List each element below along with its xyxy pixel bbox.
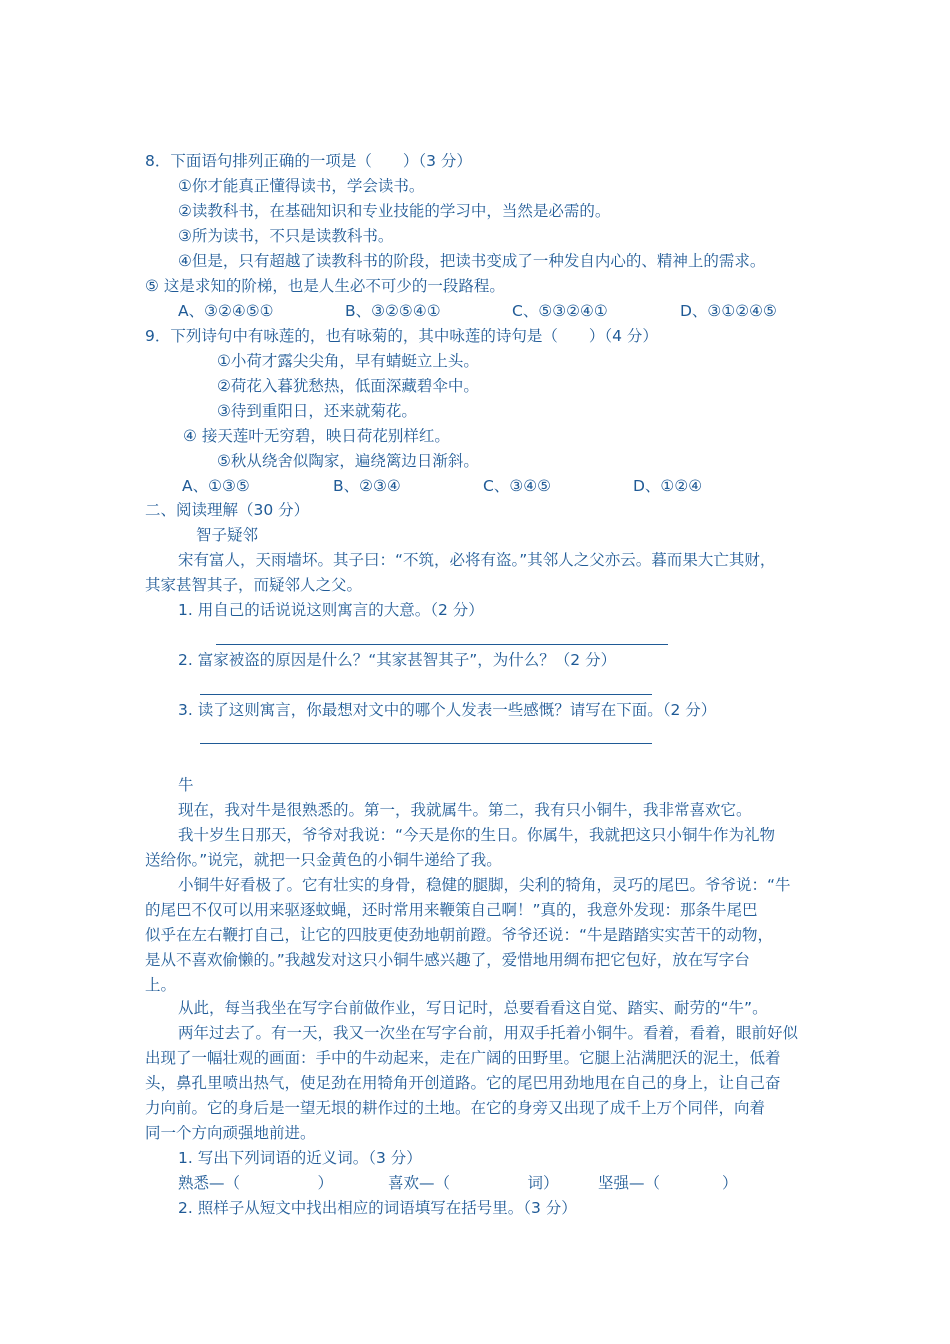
q8-sentence-2: ②读教科书，在基础知识和专业技能的学习中，当然是必需的。	[178, 202, 611, 220]
story2-line-8: 上。	[145, 976, 177, 994]
q9-option-d: D、①②④	[633, 477, 703, 495]
story2-line-6: 似乎在左右鞭打自己，让它的四肢更使劲地朝前蹬。爷爷还说：“牛是踏踏实实苦干的动物，	[145, 926, 774, 944]
story2-line-13: 力向前。它的身后是一望无垠的耕作过的土地。在它的身旁又出现了成千上万个同伴，向着	[145, 1099, 766, 1117]
q8-sentence-3: ③所为读书，不只是读教科书。	[178, 227, 394, 245]
q8-sentence-1: ①你才能真正懂得读书，学会读书。	[178, 177, 425, 195]
story1-question-1: 1. 用自己的话说说这则寓言的大意。（2 分）	[178, 601, 484, 619]
story2-line-7: 是从不喜欢偷懒的。”我越发对这只小铜牛感兴趣了，爱惜地用绸布把它包好，放在写字台	[145, 951, 750, 969]
q8-sentence-4: ④但是，只有超越了读教科书的阶段，把读书变成了一种发自内心的、精神上的需求。	[178, 252, 766, 270]
story2-line-14: 同一个方向顽强地前进。	[145, 1124, 316, 1142]
answer-line-2[interactable]	[200, 694, 652, 695]
q9-option-c: C、③④⑤	[483, 477, 552, 495]
story1-text-1: 宋有富人，天雨墙坏。其子曰：“不筑，必将有盗。”其邻人之父亦云。暮而果大亡其财，	[178, 551, 776, 569]
story2-line-4: 小铜牛好看极了。它有壮实的身骨，稳健的腿脚，尖利的犄角，灵巧的尾巴。爷爷说：“牛	[178, 876, 791, 894]
q9-stem: 9．下列诗句中有咏莲的，也有咏菊的，其中咏莲的诗句是（ ）（4 分）	[145, 327, 658, 345]
q9-option-b: B、②③④	[333, 477, 401, 495]
section2-heading: 二、阅读理解（30 分）	[145, 501, 310, 519]
q9-poem-4: ④ 接天莲叶无穷碧，映日荷花别样红。	[183, 427, 450, 445]
answer-line-1[interactable]	[216, 644, 668, 645]
story2-question-1: 1. 写出下列词语的近义词。（3 分）	[178, 1149, 422, 1167]
story2-line-12: 头，鼻孔里喷出热气，使足劲在用犄角开创道路。它的尾巴用劲地甩在自己的身上，让自己奋	[145, 1074, 781, 1092]
story2-line-5: 的尾巴不仅可以用来驱逐蚊蝇，还时常用来鞭策自己啊！”真的，我意外发现：那条牛尾巴	[145, 901, 758, 919]
synonym-item-2: 喜欢—（ 词）	[388, 1174, 559, 1192]
story1-question-3: 3. 读了这则寓言，你最想对文中的哪个人发表一些感慨？请写在下面。（2 分）	[178, 701, 717, 719]
q8-stem: 8．下面语句排列正确的一项是（ ）（3 分）	[145, 152, 472, 170]
q9-poem-1: ①小荷才露尖尖角，早有蜻蜓立上头。	[217, 352, 479, 370]
story1-title: 智子疑邻	[196, 526, 259, 544]
story2-line-3: 送给你。”说完，就把一只金黄色的小铜牛递给了我。	[145, 851, 502, 869]
q8-option-c: C、⑤③②④①	[512, 302, 608, 320]
story2-line-2: 我十岁生日那天，爷爷对我说：“今天是你的生日。你属牛，我就把这只小铜牛作为礼物	[178, 826, 776, 844]
story2-line-10: 两年过去了。有一天，我又一次坐在写字台前，用双手托着小铜牛。看着，看着，眼前好似	[178, 1024, 799, 1042]
story2-title: 牛	[178, 776, 194, 794]
story2-line-9: 从此，每当我坐在写字台前做作业，写日记时，总要看看这自觉、踏实、耐劳的“牛”。	[178, 999, 768, 1017]
q9-option-a: A、①③⑤	[182, 477, 250, 495]
story2-line-1: 现在，我对牛是很熟悉的。第一，我就属牛。第二，我有只小铜牛，我非常喜欢它。	[178, 801, 752, 819]
synonym-item-1: 熟悉—（ ）	[178, 1174, 334, 1192]
q9-poem-5: ⑤秋从绕舍似陶家，遍绕篱边日渐斜。	[217, 452, 479, 470]
story2-line-11: 出现了一幅壮观的画面：手中的牛动起来，走在广阔的田野里。它腿上沾满肥沃的泥土，低着	[145, 1049, 781, 1067]
q9-poem-3: ③待到重阳日，还来就菊花。	[217, 402, 417, 420]
answer-line-3[interactable]	[200, 743, 652, 744]
q8-sentence-5: ⑤ 这是求知的阶梯，也是人生必不可少的一段路程。	[145, 277, 505, 295]
q8-option-a: A、③②④⑤①	[178, 302, 274, 320]
story2-question-2: 2. 照样子从短文中找出相应的词语填写在括号里。（3 分）	[178, 1199, 577, 1217]
q8-option-b: B、③②⑤④①	[345, 302, 441, 320]
story1-text-2: 其家甚智其子，而疑邻人之父。	[145, 576, 363, 594]
synonym-item-3: 坚强—（ ）	[598, 1174, 738, 1192]
q8-option-d: D、③①②④⑤	[680, 302, 777, 320]
q9-poem-2: ②荷花入暮犹愁热，低面深藏碧伞中。	[217, 377, 479, 395]
story1-question-2: 2. 富家被盗的原因是什么？“其家甚智其子”，为什么？（2 分）	[178, 651, 617, 669]
